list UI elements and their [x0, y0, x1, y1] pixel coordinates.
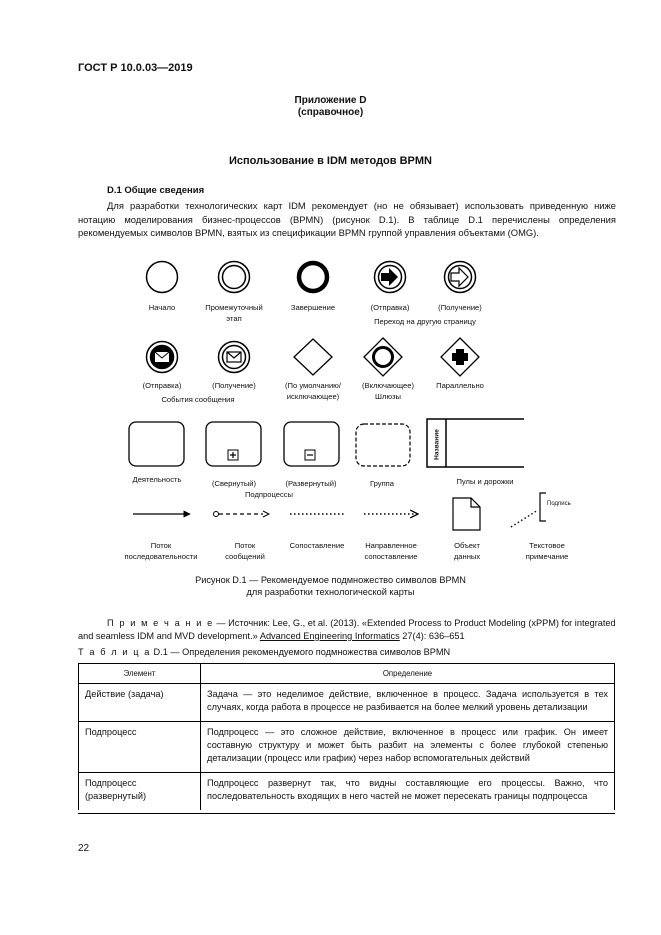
appendix-subtitle: (справочное)	[297, 107, 364, 118]
expanded-subprocess-icon	[284, 422, 339, 466]
table-cell-definition: Подпроцесс развернут так, что видны составляющие его процессы. Важно, что последовательность входящих в него частей не может пересекать границы подпроцесса	[201, 773, 615, 811]
label-default-gateway	[273, 380, 353, 402]
definitions-table	[78, 663, 615, 810]
group-icon	[356, 424, 410, 466]
label-intermediate-line1: Промежуточный	[205, 303, 263, 312]
pool-name-label	[430, 429, 444, 460]
label-start: Начало	[148, 303, 176, 312]
label-annot-line1: Текстовое	[529, 541, 565, 550]
note-label: П р и м е ч а н и е	[107, 618, 214, 628]
exclusive-gateway-icon	[294, 339, 332, 375]
table-cell-definition: Подпроцесс — это сложное действие, включенное в процесс или график. Он имеет составную структуру и может быть разбит на элементы с более глубокой степенью детализации (процесс или график) через набор вспомогательных действий	[201, 722, 615, 773]
intermediate-event-icon	[219, 262, 250, 293]
label-default-line1: (По умолчанию/	[285, 381, 341, 390]
label-msg-receive: (Получение)	[212, 381, 256, 390]
table-cell-element: Действие (задача)	[79, 684, 201, 722]
page-number: 22	[78, 843, 90, 854]
subsection-heading: D.1 Общие сведения	[107, 185, 205, 196]
source-note	[78, 617, 616, 643]
label-inclusive-line2: Шлюзы	[374, 392, 402, 401]
label-message-flow	[205, 540, 285, 562]
collapsed-subprocess-icon	[206, 422, 261, 466]
appendix-title: Приложение D	[294, 95, 367, 106]
message-receive-icon	[219, 342, 250, 373]
figure-caption-line1: Рисунок D.1 — Рекомендуемое подмножество символов BPMN	[195, 575, 466, 585]
label-sequence-flow	[111, 540, 211, 562]
figure-caption-line2: для разработки технологической карты	[246, 587, 415, 597]
label-link-receive: (Получение)	[438, 303, 482, 312]
label-annot-line2: примечание	[525, 552, 569, 561]
figure-caption	[0, 574, 661, 598]
table-cell-element: Подпроцесс	[79, 722, 201, 773]
label-expanded: (Развернутый)	[285, 479, 337, 488]
label-msg-group: События сообщения	[161, 395, 235, 404]
start-event-icon	[147, 262, 178, 293]
activity-icon	[129, 422, 184, 466]
label-seq-line2: последовательности	[124, 552, 198, 561]
table-bottom-rule	[78, 813, 615, 814]
label-link-group: Переход на другую страницу	[374, 317, 476, 326]
pool-name-text: Название	[433, 429, 441, 460]
label-collapsed: (Свернутый)	[211, 479, 257, 488]
label-data-object	[436, 540, 498, 562]
label-msg-send: (Отправка)	[142, 381, 182, 390]
table-row	[79, 773, 615, 811]
table-row	[79, 722, 615, 773]
label-subprocess-group: Подпроцессы	[244, 490, 294, 499]
note-journal-link[interactable]: Advanced Engineering Informatics	[259, 631, 400, 641]
link-receive-icon	[445, 262, 476, 293]
label-seq-line1: Поток	[150, 541, 172, 550]
label-inclusive-gateway	[348, 380, 428, 402]
label-intermediate-line2: этап	[226, 314, 242, 323]
text-annotation-icon	[511, 493, 546, 527]
label-activity: Деятельность	[132, 475, 182, 484]
inclusive-gateway-icon	[364, 338, 402, 376]
label-text-annotation	[507, 540, 587, 562]
label-group: Группа	[369, 479, 395, 488]
label-default-line2: исключающее)	[286, 392, 340, 401]
label-parallel-gateway: Параллельно	[436, 381, 484, 390]
table-caption-label: Т а б л и ц а	[78, 647, 151, 657]
label-data-line1: Объект	[454, 541, 480, 550]
table-cell-element: Подпроцесс (развернутый)	[79, 773, 201, 811]
label-data-line2: данных	[453, 552, 481, 561]
label-dir-line1: Направленное	[365, 541, 417, 550]
end-event-icon	[299, 263, 327, 291]
note-text-after: 27(4): 636–651	[399, 631, 465, 641]
label-inclusive-line1: (Включающее)	[362, 381, 414, 390]
column-header-element: Элемент	[79, 664, 201, 684]
note-text-before: — Источник: Lee, G., et al. (2013). «Extended Process to Product Modeling (xPPM) for integrated and seamless IDM and MVD development.»	[78, 618, 616, 641]
table-cell-definition: Задача — это неделимое действие, включенное в процесс. Задача используется в тех случаях, когда работа в процессе не разбивается на более мелкий уровень детализации	[201, 684, 615, 722]
link-send-icon	[375, 262, 406, 293]
label-association: Сопоставление	[289, 541, 345, 550]
label-dir-line2: сопоставление	[364, 552, 418, 561]
column-header-definition: Определение	[201, 664, 615, 684]
label-directed-association	[352, 540, 430, 562]
label-end: Завершение	[290, 303, 336, 312]
annotation-sample-text: Подпись	[547, 501, 571, 507]
table-header-row	[79, 664, 615, 684]
label-pools: Пулы и дорожки	[456, 477, 514, 486]
message-flow-icon	[214, 511, 270, 517]
table-caption	[78, 647, 450, 657]
data-object-icon	[453, 498, 480, 530]
label-intermediate	[194, 302, 274, 324]
label-msg-line1: Поток	[234, 541, 256, 550]
message-send-icon	[147, 342, 178, 373]
section-title: Использование в IDM методов BPMN	[229, 155, 432, 167]
subsection-paragraph: Для разработки технологических карт IDM рекомендует (но не обязывает) использовать приведенную ниже нотацию моделирования бизнес-процессов (BPMN) (рисунок D.1). В таблице D.1 перечислены определения рекомендуемых символов BPMN, взятых из спецификации BPMN группой управления объектами (OMG).	[78, 200, 616, 238]
table-caption-text: D.1 — Определения рекомендуемого подмножества символов BPMN	[150, 647, 451, 657]
label-link-send: (Отправка)	[370, 303, 410, 312]
document-header: ГОСТ Р 10.0.03—2019	[78, 62, 193, 74]
parallel-gateway-icon	[441, 338, 479, 376]
table-row	[79, 684, 615, 722]
label-msg-line2: сообщений	[225, 552, 265, 561]
